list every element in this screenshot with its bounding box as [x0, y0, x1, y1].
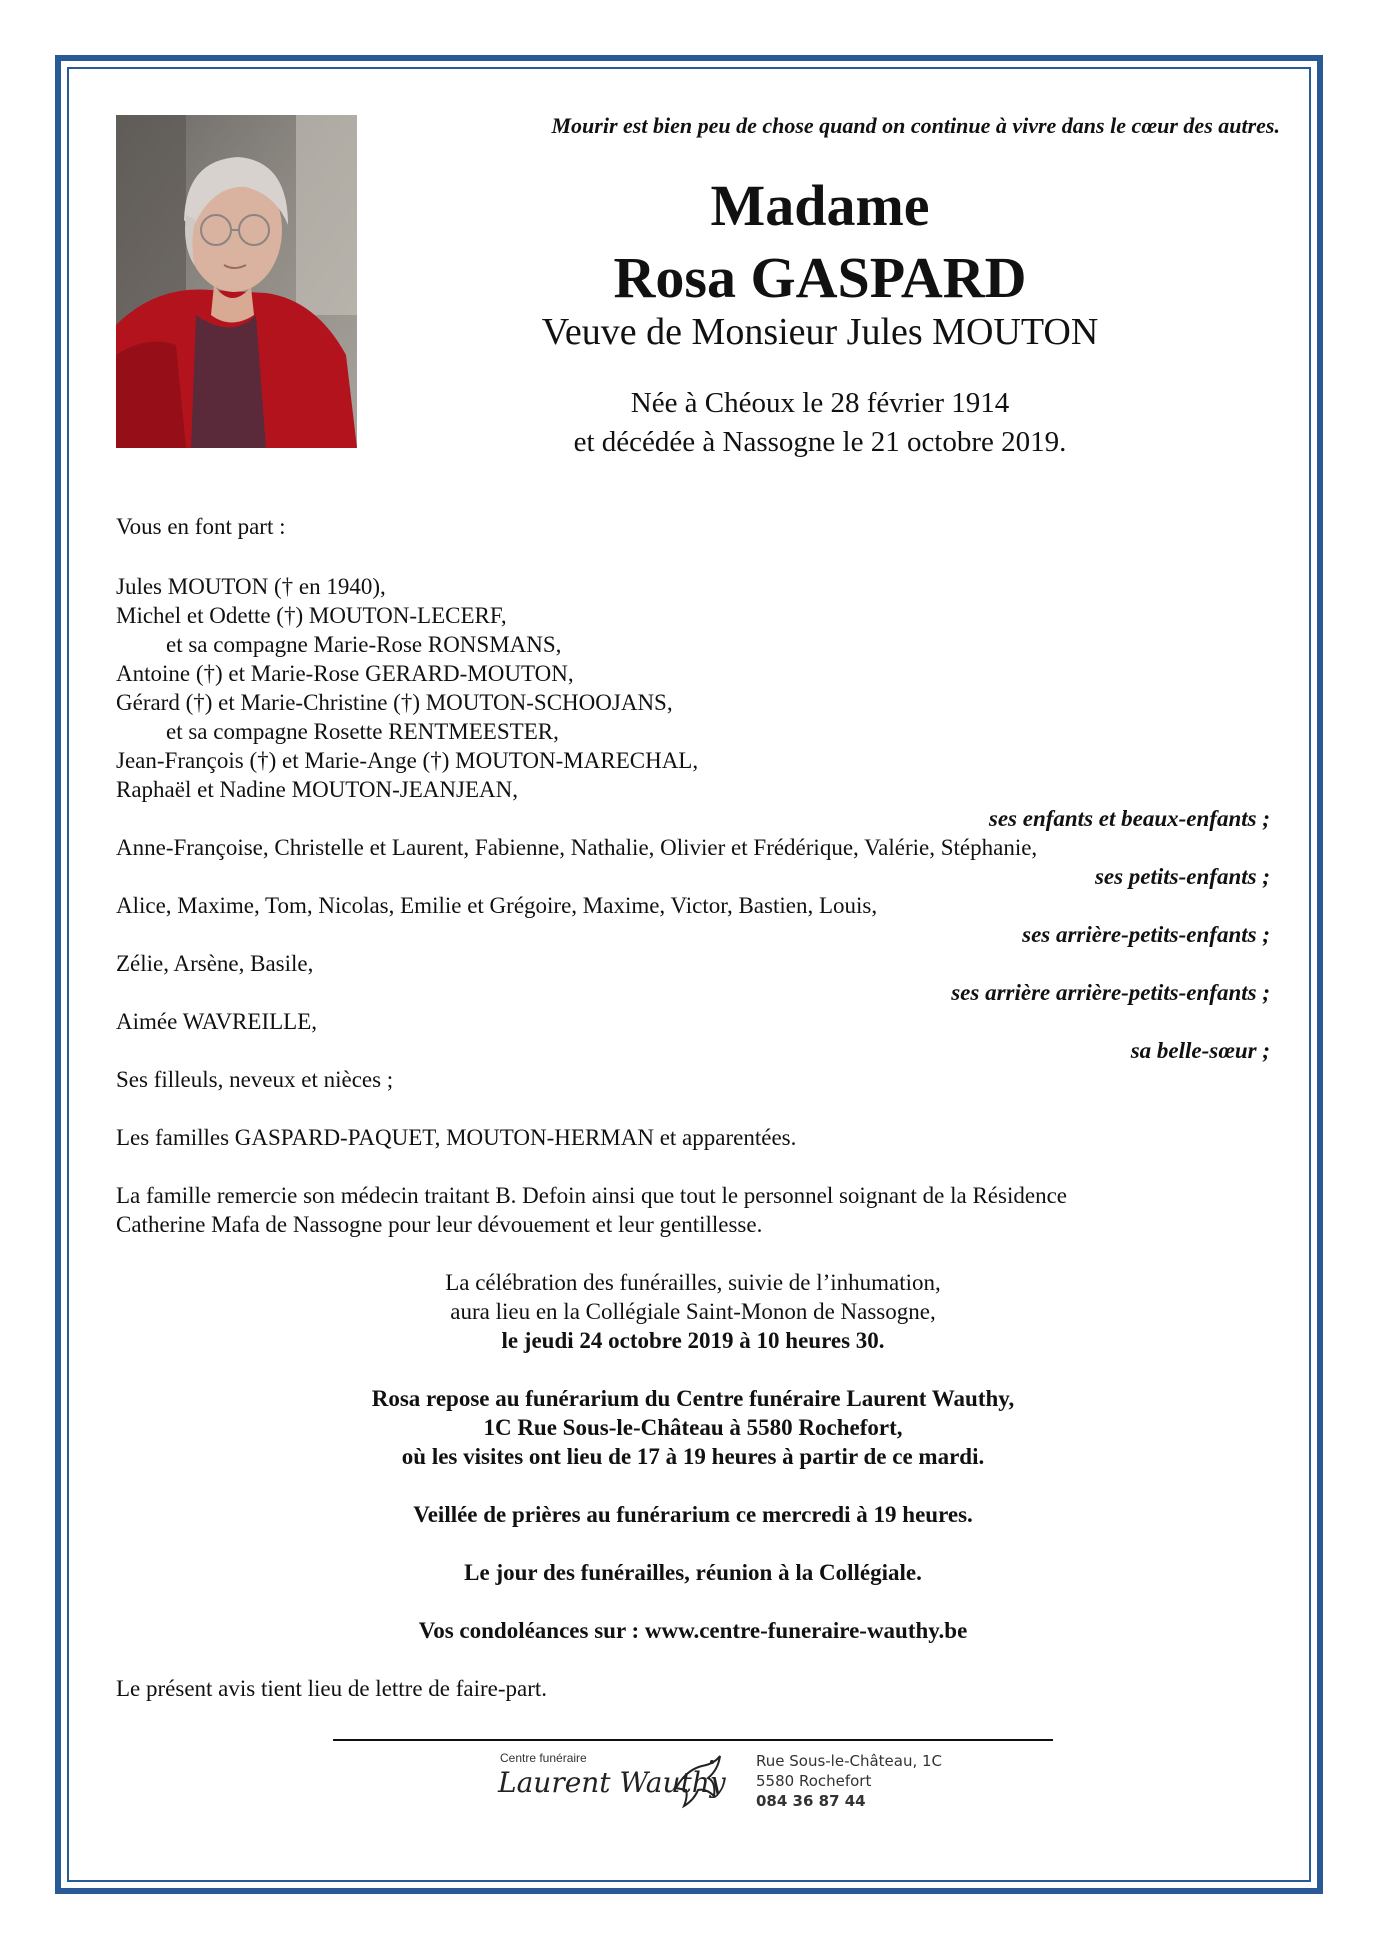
- vigil-line: Veillée de prières au funérarium ce mercredi à 19 heures.: [413, 1502, 973, 1527]
- families-line: Les familles GASPARD-PAQUET, MOUTON-HERMAN et apparentées.: [116, 1125, 797, 1150]
- footer-address-city: 5580 Rochefort: [756, 1772, 872, 1790]
- relation-label: ses arrière arrière-petits-enfants ;: [951, 980, 1270, 1005]
- notice-line: Le présent avis tient lieu de lettre de faire-part.: [116, 1676, 548, 1701]
- intro-line: Vous en font part :: [116, 514, 286, 539]
- family-line: et sa compagne Marie-Rose RONSMANS,: [166, 632, 562, 657]
- title-honorific: Madame: [710, 173, 930, 238]
- logo-caption: Centre funéraire: [500, 1751, 587, 1765]
- footer-divider: [333, 1739, 1053, 1741]
- godchildren-line: Ses filleuls, neveux et nièces ;: [116, 1067, 394, 1092]
- bird-logo-icon: [668, 1748, 728, 1815]
- great-great-grandchildren-line: Zélie, Arsène, Basile,: [116, 951, 314, 976]
- relation-label: ses arrière-petits-enfants ;: [1022, 922, 1270, 947]
- thanks-line: Catherine Mafa de Nassogne pour leur dévouement et leur gentillesse.: [116, 1212, 763, 1237]
- epitaph-quote: Mourir est bien peu de chose quand on continue à vivre dans le cœur des autres.: [551, 113, 1280, 138]
- title-name: Rosa GASPARD: [613, 245, 1027, 310]
- footer-phone: 084 36 87 44: [756, 1792, 866, 1810]
- family-line: Antoine (†) et Marie-Rose GERARD-MOUTON,: [116, 661, 574, 686]
- funerarium-line: Rosa repose au funérarium du Centre funéraire Laurent Wauthy,: [371, 1386, 1015, 1411]
- sister-in-law-line: Aimée WAVREILLE,: [116, 1009, 318, 1034]
- great-grandchildren-line: Alice, Maxime, Tom, Nicolas, Emilie et Grégoire, Maxime, Victor, Bastien, Louis,: [116, 893, 878, 918]
- family-line: Jean-François (†) et Marie-Ange (†) MOUTON-MARECHAL,: [116, 748, 699, 773]
- portrait-photo: [116, 115, 357, 448]
- family-line: Jules MOUTON († en 1940),: [116, 574, 386, 599]
- condolences-line: Vos condoléances sur : www.centre-funeraire-wauthy.be: [418, 1618, 968, 1643]
- death-line: et décédée à Nassogne le 21 octobre 2019.: [573, 426, 1067, 458]
- family-line: et sa compagne Rosette RENTMEESTER,: [166, 719, 559, 744]
- birth-death-dates: [420, 384, 1220, 462]
- grandchildren-line: Anne-Françoise, Christelle et Laurent, Fabienne, Nathalie, Olivier et Frédérique, Valérie, Stéphanie,: [116, 835, 1038, 860]
- relation-label: ses enfants et beaux-enfants ;: [988, 806, 1270, 831]
- ceremony-line: La célébration des funérailles, suivie de l’inhumation,: [445, 1270, 941, 1295]
- meeting-line: Le jour des funérailles, réunion à la Collégiale.: [464, 1560, 922, 1585]
- footer-address-street: Rue Sous-le-Château, 1C: [756, 1752, 943, 1770]
- funerarium-line: où les visites ont lieu de 17 à 19 heures à partir de ce mardi.: [401, 1444, 985, 1469]
- deceased-name: [420, 170, 1220, 314]
- relation-label: ses petits-enfants ;: [1094, 864, 1270, 889]
- birth-line: Née à Chéoux le 28 février 1914: [630, 387, 1010, 419]
- family-line: Michel et Odette (†) MOUTON-LECERF,: [116, 603, 507, 628]
- family-line: Raphaël et Nadine MOUTON-JEANJEAN,: [116, 777, 518, 802]
- thanks-line: La famille remercie son médecin traitant B. Defoin ainsi que tout le personnel soignant de la Résidence: [116, 1183, 1067, 1208]
- funerarium-line: 1C Rue Sous-le-Château à 5580 Rochefort,: [483, 1415, 903, 1440]
- ceremony-line: aura lieu en la Collégiale Saint-Monon de Nassogne,: [450, 1299, 936, 1324]
- family-line: Gérard (†) et Marie-Christine (†) MOUTON-SCHOOJANS,: [116, 690, 673, 715]
- ceremony-date: le jeudi 24 octobre 2019 à 10 heures 30.: [501, 1328, 885, 1353]
- widow-of: Veuve de Monsieur Jules MOUTON: [541, 311, 1099, 353]
- relation-label: sa belle-sœur ;: [1130, 1038, 1270, 1063]
- logo-script-name: Laurent Wauthy: [498, 1766, 726, 1799]
